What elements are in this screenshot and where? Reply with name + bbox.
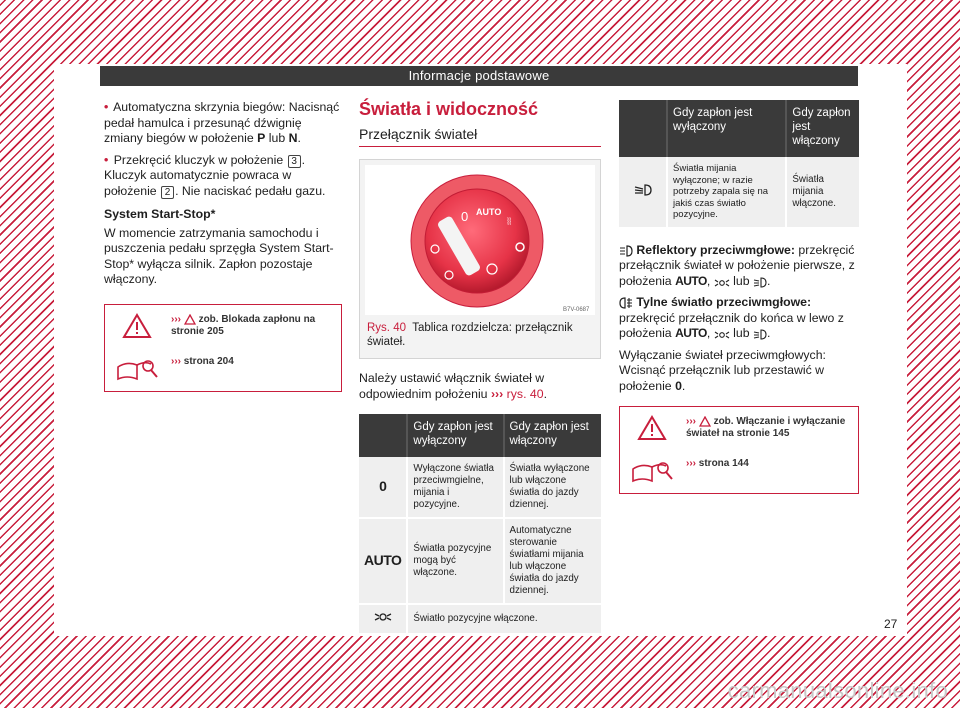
- position-auto-symbol: AUTO: [364, 551, 402, 568]
- switch-table: [359, 414, 601, 635]
- low-beam-icon: [753, 277, 767, 288]
- fog-off-paragraph: Wyłączanie świateł przeciwmgłowych: Wcisnąć przełącznik lub przestawić w położenie 0.: [619, 347, 826, 393]
- lowbeam-table: [619, 100, 859, 229]
- rear-fog-icon: [619, 297, 633, 309]
- bullet-dot: •: [104, 152, 109, 167]
- warning-link-lights[interactable]: zob. Włączanie i wyłączanie świateł na stronie 145: [686, 416, 846, 439]
- table-header-off: Gdy zapłon jest wyłączony: [667, 100, 786, 157]
- svg-text:AUTO: AUTO: [476, 207, 502, 217]
- column-left: [104, 100, 342, 392]
- warning-link-blockade[interactable]: zob. Blokada zapłonu na stronie 205: [171, 313, 316, 337]
- position-zero-symbol: 0: [379, 477, 387, 494]
- table-row: AUTO Światła pozycyjne mogą być włączone. Automatyczne sterowanie światłami mijania lub włączone światła do jazdy dziennej.: [359, 518, 601, 604]
- table-header-on: Gdy zapłon jest włączony: [504, 414, 601, 457]
- start-stop-paragraph: W momencie zatrzymania samochodu i puszczenia pedału sprzęgła System Start-Stop* wyłącza silnik. Zapłon pozostaje włączony.: [104, 225, 334, 286]
- position-light-icon: [714, 278, 730, 288]
- manual-book-icon: [113, 355, 161, 381]
- svg-text:0: 0: [461, 209, 469, 224]
- table-row: Światła mijania wyłączone; w razie potrzeby zapala się na jakiś czas światło pozycyjne. Światła mijania włączone.: [619, 157, 859, 228]
- position-badge-2: 2: [161, 186, 174, 199]
- column-right: [619, 100, 859, 494]
- figure-link[interactable]: rys. 40: [506, 386, 544, 401]
- svg-text:B7V-0687: B7V-0687: [563, 307, 590, 313]
- position-badge-3: 3: [288, 155, 301, 168]
- rear-fog-paragraph: Tylne światło przeciwmgłowe: przekręcić przełącznik do końca w lewo z położenia AUTO, lub .: [619, 295, 844, 340]
- page-number: 27: [884, 617, 898, 631]
- low-beam-icon: [753, 329, 767, 340]
- warning-triangle-icon: [184, 314, 196, 325]
- fog-lights-paragraph: Reflektory przeciwmgłowe: przekręcić przełącznik świateł w położenie pierwsze, z położenia AUTO, lub .: [619, 242, 855, 288]
- position-light-icon: [714, 330, 730, 340]
- table-header-on: Gdy zapłon jest włączony: [786, 100, 859, 157]
- table-header-off: Gdy zapłon jest wyłączony: [407, 414, 503, 457]
- manual-link-page[interactable]: strona 144: [698, 458, 749, 469]
- table-row: Światło pozycyjne włączone.: [359, 604, 601, 634]
- warning-triangle-icon: [113, 313, 161, 339]
- light-switch-figure: [365, 165, 595, 315]
- svg-text:⦚⦚: ⦚⦚: [507, 217, 512, 228]
- section-subtitle: Przełącznik świateł: [359, 127, 601, 148]
- warning-box-right: ››› zob. Włączanie i wyłączanie świateł na stronie 145 ››› strona 144: [619, 406, 859, 494]
- bullet-key: • Przekręcić kluczyk w położenie 3 . Kluczyk automatycznie powraca w położenie 2 . Nie naciskać pedału gazu.: [104, 152, 326, 198]
- warning-triangle-icon: [699, 416, 711, 427]
- low-beam-icon: [633, 183, 653, 197]
- fog-light-icon: [619, 245, 633, 257]
- position-light-icon: [373, 611, 393, 623]
- instruction-paragraph: Należy ustawić włącznik świateł w odpowiednim położeniu ››› rys. 40.: [359, 371, 547, 401]
- section-title: Światła i widoczność: [359, 99, 539, 119]
- watermark: carmanualsonline.info: [727, 678, 948, 703]
- figure-caption: Rys. 40 Tablica rozdzielcza: przełącznik świateł.: [367, 322, 573, 348]
- bullet-gearbox: • Automatyczna skrzynia biegów: Nacisnąć pedał hamulca i przesunąć dźwignię zmiany biegów w położenie P lub N.: [104, 100, 340, 145]
- manual-link-page[interactable]: strona 204: [183, 355, 234, 367]
- warning-box-left: ››› zob. Blokada zapłonu na stronie 205 ››› strona 204: [104, 304, 342, 392]
- bullet-dot: •: [104, 100, 109, 114]
- start-stop-heading: System Start-Stop*: [104, 207, 216, 221]
- figure-box: [359, 159, 601, 359]
- column-middle: [359, 100, 601, 635]
- manual-book-icon: [628, 457, 676, 483]
- page-header: Informacje podstawowe: [100, 66, 858, 86]
- table-row: 0 Wyłączone światła przeciwmgielne, mijania i pozycyjne. Światła wyłączone lub włączone światła do jazdy dziennej.: [359, 457, 601, 518]
- warning-triangle-icon: [628, 415, 676, 441]
